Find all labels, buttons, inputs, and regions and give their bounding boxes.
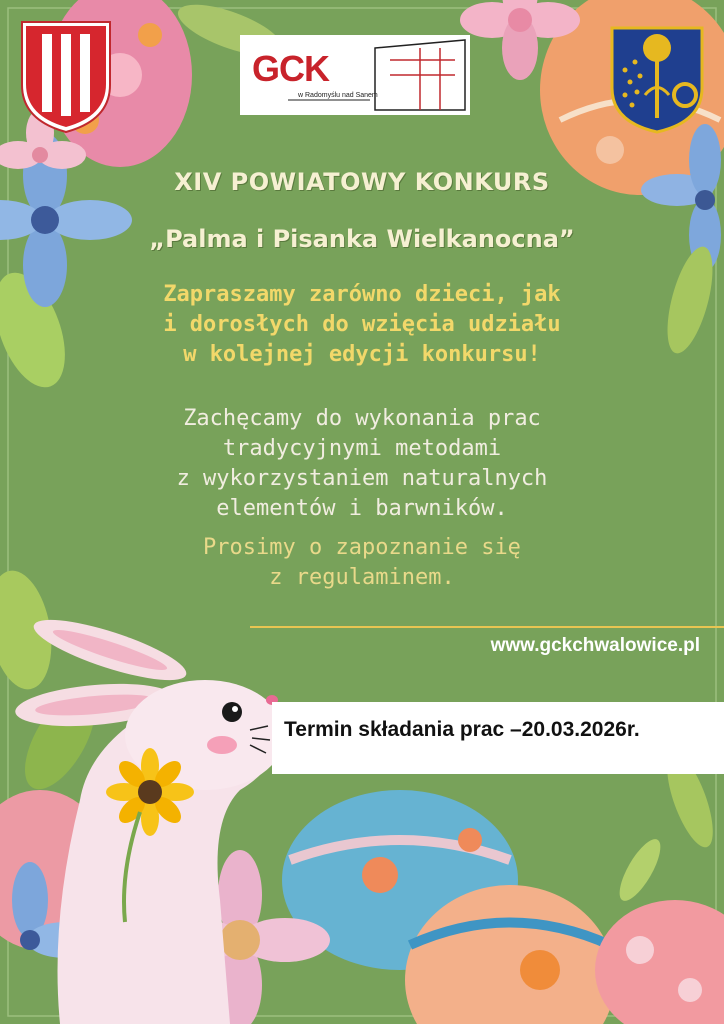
contest-title: XIV POWIATOWY KONKURS	[174, 168, 550, 196]
website-link[interactable]: www.gckchwalowice.pl	[490, 635, 700, 656]
invitation-line-2: i dorosłych do wzięcia udziału	[163, 312, 561, 337]
easter-egg-bottom-pink	[595, 900, 724, 1024]
invitation-text	[60, 280, 664, 370]
encouragement-line-3: z wykorzystaniem naturalnych	[176, 466, 548, 491]
contest-name: „Palma i Pisanka Wielkanocna”	[149, 225, 575, 253]
gck-logo-subtitle: w Radomyślu nad Sanem	[298, 92, 378, 99]
encouragement-line-2: tradycyjnymi metodami	[222, 436, 502, 461]
rules-note	[60, 533, 664, 593]
encouragement-text	[60, 404, 664, 524]
leaves-left-middle	[0, 566, 109, 800]
gck-logo-text	[252, 48, 329, 90]
coat-of-arms-right	[612, 28, 702, 132]
coat-of-arms-left	[22, 22, 110, 132]
rules-line-2: z regulaminem.	[269, 565, 455, 590]
invitation-line-3: w kolejnej edycji konkursu!	[183, 342, 541, 367]
invitation-line-1: Zapraszamy zarówno dzieci, jak	[163, 282, 561, 307]
encouragement-line-4: elementów i barwników.	[216, 496, 508, 521]
encouragement-line-1: Zachęcamy do wykonania prac	[183, 406, 541, 431]
deadline-text: Termin składania prac –20.03.2026r.	[284, 718, 640, 741]
leaf-bottom-right-small	[612, 834, 668, 907]
rules-line-1: Prosimy o zapoznanie się	[203, 535, 521, 560]
divider-line	[250, 626, 724, 628]
gck-letters: GCK	[252, 48, 329, 89]
